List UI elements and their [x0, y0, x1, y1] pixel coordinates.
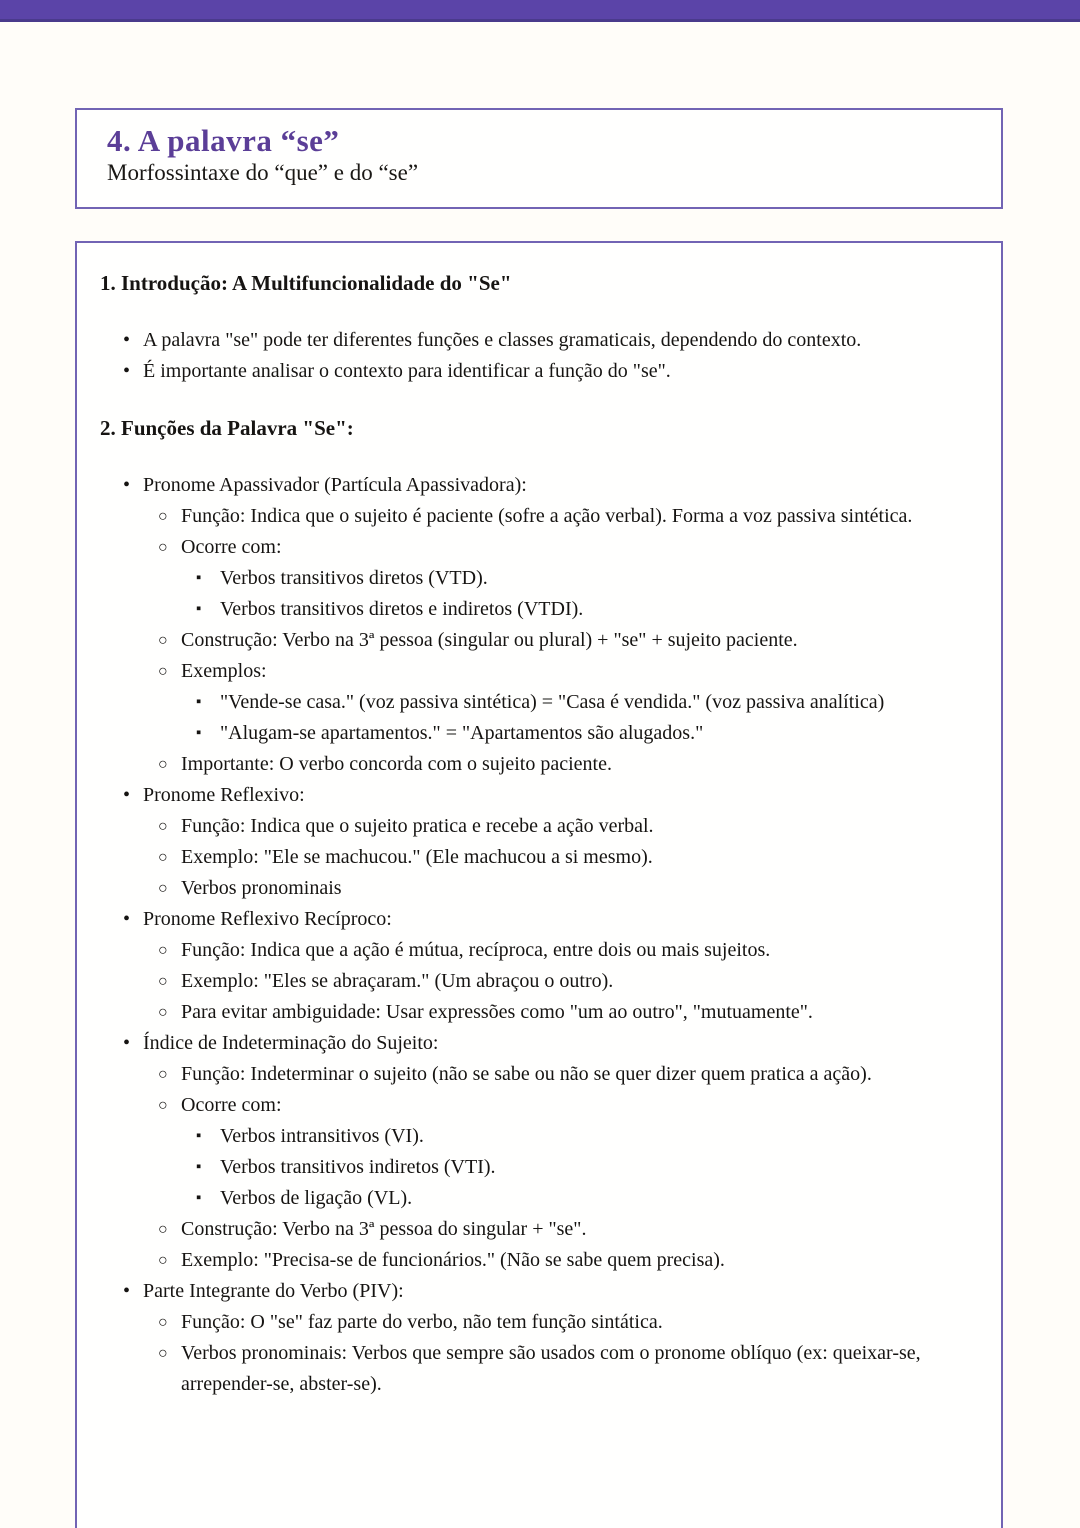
- list-item: [100, 997, 987, 1028]
- circle-bullet-icon: ○: [158, 1004, 168, 1021]
- list-item-text: Construção: Verbo na 3ª pessoa (singular ou plural) + "se" + sujeito paciente.: [181, 629, 798, 651]
- disc-bullet-icon: •: [123, 908, 131, 930]
- circle-bullet-icon: ○: [158, 1252, 168, 1269]
- list-item-text: Verbos intransitivos (VI).: [220, 1125, 424, 1147]
- circle-bullet-icon: ○: [158, 942, 168, 959]
- list-item-text: Verbos transitivos indiretos (VTI).: [220, 1156, 496, 1178]
- disc-bullet-icon: •: [123, 1280, 131, 1302]
- circle-bullet-icon: ○: [158, 880, 168, 897]
- list-item: [100, 501, 987, 532]
- disc-bullet-icon: •: [123, 360, 131, 382]
- list-item: [100, 1245, 987, 1276]
- list-item: [100, 563, 987, 594]
- list-item: [100, 1121, 987, 1152]
- list-item-text: Função: O "se" faz parte do verbo, não tem função sintática.: [181, 1311, 663, 1333]
- list-item: [100, 842, 987, 873]
- list-item: [100, 1338, 987, 1400]
- title-box: [75, 108, 1003, 209]
- list-item-text: Ocorre com:: [181, 1094, 282, 1116]
- list-item-text: Verbos transitivos diretos e indiretos (VTDI).: [220, 598, 584, 620]
- circle-bullet-icon: ○: [158, 663, 168, 680]
- list-item-text: Exemplos:: [181, 660, 267, 682]
- disc-bullet-icon: •: [123, 474, 131, 496]
- list-item-text: Verbos pronominais: [181, 877, 342, 899]
- top-accent-bar: [0, 0, 1080, 22]
- content-list: [100, 268, 987, 1400]
- list-item-text: Parte Integrante do Verbo (PIV):: [143, 1280, 404, 1302]
- list-item-text: Função: Indica que o sujeito pratica e recebe a ação verbal.: [181, 815, 654, 837]
- list-item: [100, 966, 987, 997]
- list-item-text: Função: Indica que o sujeito é paciente (sofre a ação verbal). Forma a voz passiva sintética.: [181, 505, 913, 527]
- square-bullet-icon: ▪: [196, 1159, 202, 1175]
- list-item-text: "Alugam-se apartamentos." = "Apartamentos são alugados.": [220, 722, 704, 744]
- list-item-text: A palavra "se" pode ter diferentes funções e classes gramaticais, dependendo do contexto.: [143, 329, 862, 351]
- list-item: [100, 904, 987, 935]
- list-item: [100, 1090, 987, 1121]
- content-box: [75, 241, 1003, 1528]
- list-item: [100, 1028, 987, 1059]
- list-item-text: Função: Indeterminar o sujeito (não se sabe ou não se quer dizer quem pratica a ação).: [181, 1063, 872, 1085]
- list-item: [100, 356, 987, 387]
- list-item: [100, 1276, 987, 1307]
- circle-bullet-icon: ○: [158, 973, 168, 990]
- square-bullet-icon: ▪: [196, 725, 202, 741]
- circle-bullet-icon: ○: [158, 539, 168, 556]
- square-bullet-icon: ▪: [196, 694, 202, 710]
- circle-bullet-icon: ○: [158, 818, 168, 835]
- section-heading: 2. Funções da Palavra "Se":: [100, 416, 354, 440]
- circle-bullet-icon: ○: [158, 1221, 168, 1238]
- circle-bullet-icon: ○: [158, 756, 168, 773]
- list-item: [100, 1214, 987, 1245]
- list-item-text: Ocorre com:: [181, 536, 282, 558]
- circle-bullet-icon: ○: [158, 1066, 168, 1083]
- list-item-text: Verbos pronominais: Verbos que sempre são usados com o pronome oblíquo (ex: queixar-se, arrepender-se, abster-se).: [181, 1342, 921, 1395]
- list-item: [100, 687, 987, 718]
- circle-bullet-icon: ○: [158, 849, 168, 866]
- list-item: [100, 780, 987, 811]
- list-item: [100, 625, 987, 656]
- list-item: [100, 935, 987, 966]
- list-item: [100, 532, 987, 563]
- square-bullet-icon: ▪: [196, 570, 202, 586]
- list-item: [100, 1059, 987, 1090]
- list-item-text: Construção: Verbo na 3ª pessoa do singular + "se".: [181, 1218, 587, 1240]
- list-item-text: Exemplo: "Precisa-se de funcionários." (Não se sabe quem precisa).: [181, 1249, 725, 1271]
- list-item-text: Para evitar ambiguidade: Usar expressões como "um ao outro", "mutuamente".: [181, 1001, 813, 1023]
- list-item-text: Exemplo: "Eles se abraçaram." (Um abraçou o outro).: [181, 970, 614, 992]
- list-item-text: Pronome Reflexivo Recíproco:: [143, 908, 392, 930]
- disc-bullet-icon: •: [123, 1032, 131, 1054]
- list-item-text: Pronome Reflexivo:: [143, 784, 305, 806]
- list-item-text: "Vende-se casa." (voz passiva sintética) = "Casa é vendida." (voz passiva analítica): [220, 691, 885, 713]
- circle-bullet-icon: ○: [158, 1345, 168, 1362]
- list-item: [100, 594, 987, 625]
- square-bullet-icon: ▪: [196, 1190, 202, 1206]
- disc-bullet-icon: •: [123, 329, 131, 351]
- list-item: [100, 1152, 987, 1183]
- list-item-text: Função: Indica que a ação é mútua, recíproca, entre dois ou mais sujeitos.: [181, 939, 771, 961]
- square-bullet-icon: ▪: [196, 601, 202, 617]
- list-item-text: Verbos transitivos diretos (VTD).: [220, 567, 488, 589]
- page-title: 4. A palavra “se”: [107, 123, 340, 158]
- list-item-text: Importante: O verbo concorda com o sujeito paciente.: [181, 753, 612, 775]
- section-heading: 1. Introdução: A Multifuncionalidade do "Se": [100, 271, 512, 295]
- circle-bullet-icon: ○: [158, 1097, 168, 1114]
- list-item: [100, 873, 987, 904]
- list-item: [100, 749, 987, 780]
- list-item: [100, 1183, 987, 1214]
- square-bullet-icon: ▪: [196, 1128, 202, 1144]
- circle-bullet-icon: ○: [158, 1314, 168, 1331]
- list-item: [100, 811, 987, 842]
- list-item: [100, 470, 987, 501]
- list-item-text: Verbos de ligação (VL).: [220, 1187, 413, 1209]
- list-item: [100, 656, 987, 687]
- disc-bullet-icon: •: [123, 784, 131, 806]
- list-item-text: Exemplo: "Ele se machucou." (Ele machucou a si mesmo).: [181, 846, 653, 868]
- list-item-text: Índice de Indeterminação do Sujeito:: [143, 1032, 439, 1054]
- list-item: [100, 325, 987, 356]
- page-subtitle: Morfossintaxe do “que” e do “se”: [107, 160, 419, 185]
- circle-bullet-icon: ○: [158, 632, 168, 649]
- list-item: [100, 1307, 987, 1338]
- list-item-text: Pronome Apassivador (Partícula Apassivadora):: [143, 474, 527, 496]
- circle-bullet-icon: ○: [158, 508, 168, 525]
- list-item-text: É importante analisar o contexto para identificar a função do "se".: [143, 360, 671, 382]
- list-item: [100, 718, 987, 749]
